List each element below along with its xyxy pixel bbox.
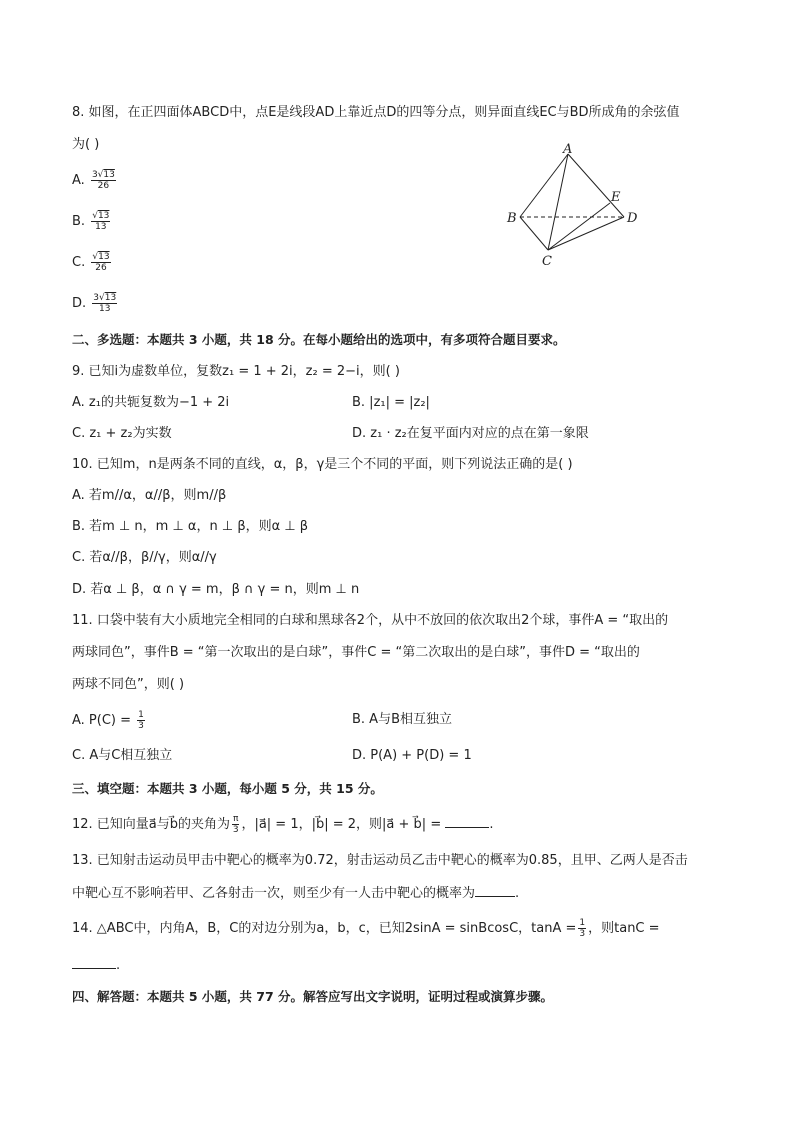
q8-option-c <box>72 252 113 273</box>
answer-blank[interactable] <box>445 814 489 828</box>
q10-option-a: A. 若m//α，α//β，则m//β <box>72 488 227 503</box>
fraction: $\frac{√13}{13}$ <box>92 211 110 232</box>
option-label: B. <box>72 214 86 229</box>
q9-options-row1 <box>72 393 430 413</box>
fraction: $\frac{1}{3}$ <box>138 710 144 731</box>
fraction: $\frac{√13}{26}$ <box>92 252 110 273</box>
q12-stem: 12. 已知向量a⃗与b⃗的夹角为 $\frac{\pi}{3}$ ，|a⃗| = 1，|b⃗| = 2，则|a⃗ + b⃗| = . <box>72 814 494 835</box>
label-c: C <box>542 254 552 269</box>
section-3-title: 三、填空题：本题共 3 小题，每小题 5 分，共 15 分。 <box>72 781 383 796</box>
q13-stem-line2: 中靶心互不影响若甲、乙各射击一次，则至少有一人击中靶心的概率为 . <box>72 883 519 904</box>
answer-blank[interactable] <box>72 955 116 969</box>
q9-option-d: D. z₁ · z₂在复平面内对应的点在第一象限 <box>352 426 589 441</box>
q9-option-a: A. z₁的共轭复数为−1 + 2i <box>72 395 230 410</box>
q9-stem: 9. 已知i为虚数单位，复数z₁ = 1 + 2i，z₂ = 2−i，则( ) <box>72 364 400 379</box>
q8-stem-line1: 8. 如图，在正四面体ABCD中，点E是线段AD上靠近点D的四等分点，则异面直线EC与BD所成角的余弦值 <box>72 105 680 120</box>
q14-stem-line1: 14. △ABC中，内角A，B，C的对边分别为a，b，c，已知2sinA = sinBcosC，tanA = $\frac{1}{3}$ ，则tanC = <box>72 918 660 939</box>
q13-stem-line1: 13. 已知射击运动员甲击中靶心的概率为0.72，射击运动员乙击中靶心的概率为0.85，且甲、乙两人是否击 <box>72 853 688 868</box>
q10-option-b: B. 若m ⊥ n，m ⊥ α，n ⊥ β，则α ⊥ β <box>72 519 309 534</box>
edge-cd <box>548 217 624 250</box>
q9-option-c: C. z₁ + z₂为实数 <box>72 426 172 441</box>
edge-ac <box>548 154 568 250</box>
label-e: E <box>611 190 621 205</box>
q10-option-c: C. 若α//β，β//γ，则α//γ <box>72 550 217 565</box>
fraction: $\frac{3√13}{26}$ <box>91 170 115 191</box>
q11-option-d: D. P(A) + P(D) = 1 <box>352 748 472 763</box>
q11-option-a: A. P(C) = $\frac{1}{3}$ <box>72 710 144 731</box>
segment-ec <box>548 203 610 250</box>
tetrahedron-figure <box>500 140 650 272</box>
q11-stem-line2: 两球同色”，事件B = “第一次取出的是白球”，事件C = “第二次取出的是白球”，事件D = “取出的 <box>72 645 640 660</box>
section-4-title: 四、解答题：本题共 5 小题，共 77 分。解答应写出文字说明，证明过程或演算步骤。 <box>72 989 554 1004</box>
q8-stem-line2: 为( ) <box>72 137 100 152</box>
q10-option-d: D. 若α ⊥ β，α ∩ γ = m，β ∩ γ = n，则m ⊥ n <box>72 582 360 597</box>
q8-option-b <box>72 211 112 232</box>
q11-option-c: C. A与C相互独立 <box>72 748 173 763</box>
section-2-title: 二、多选题：本题共 3 小题，共 18 分。在每小题给出的选项中，有多项符合题目要求。 <box>72 332 566 347</box>
fraction: $\frac{\pi}{3}$ <box>232 814 239 835</box>
q9-option-b: B. |z₁| = |z₂| <box>352 395 430 410</box>
q14-stem-line2: . <box>72 955 120 976</box>
edge-ad <box>568 154 624 217</box>
q11-options-row1 <box>72 710 452 731</box>
q11-options-row2 <box>72 746 472 766</box>
label-d: D <box>627 211 638 226</box>
fraction: $\frac{1}{3}$ <box>579 918 586 939</box>
q11-stem-line3: 两球不同色”，则( ) <box>72 677 185 692</box>
option-label: D. <box>72 296 87 311</box>
fraction: $\frac{3√13}{13}$ <box>93 293 117 314</box>
q8-option-d <box>72 293 119 314</box>
answer-blank[interactable] <box>475 883 515 897</box>
q11-stem-line1: 11. 口袋中装有大小质地完全相同的白球和黑球各2个，从中不放回的依次取出2个球，事件A = “取出的 <box>72 613 669 628</box>
edge-bc <box>520 217 548 250</box>
q11-option-b: B. A与B相互独立 <box>352 712 452 727</box>
option-label: A. <box>72 173 85 188</box>
option-label: C. <box>72 255 86 270</box>
label-a: A <box>563 142 573 157</box>
q10-stem: 10. 已知m，n是两条不同的直线，α，β，γ是三个不同的平面，则下列说法正确的是( ) <box>72 457 573 472</box>
edge-ab <box>520 154 568 217</box>
q8-option-a <box>72 170 118 191</box>
label-b: B <box>507 211 517 226</box>
q9-options-row2 <box>72 424 589 444</box>
